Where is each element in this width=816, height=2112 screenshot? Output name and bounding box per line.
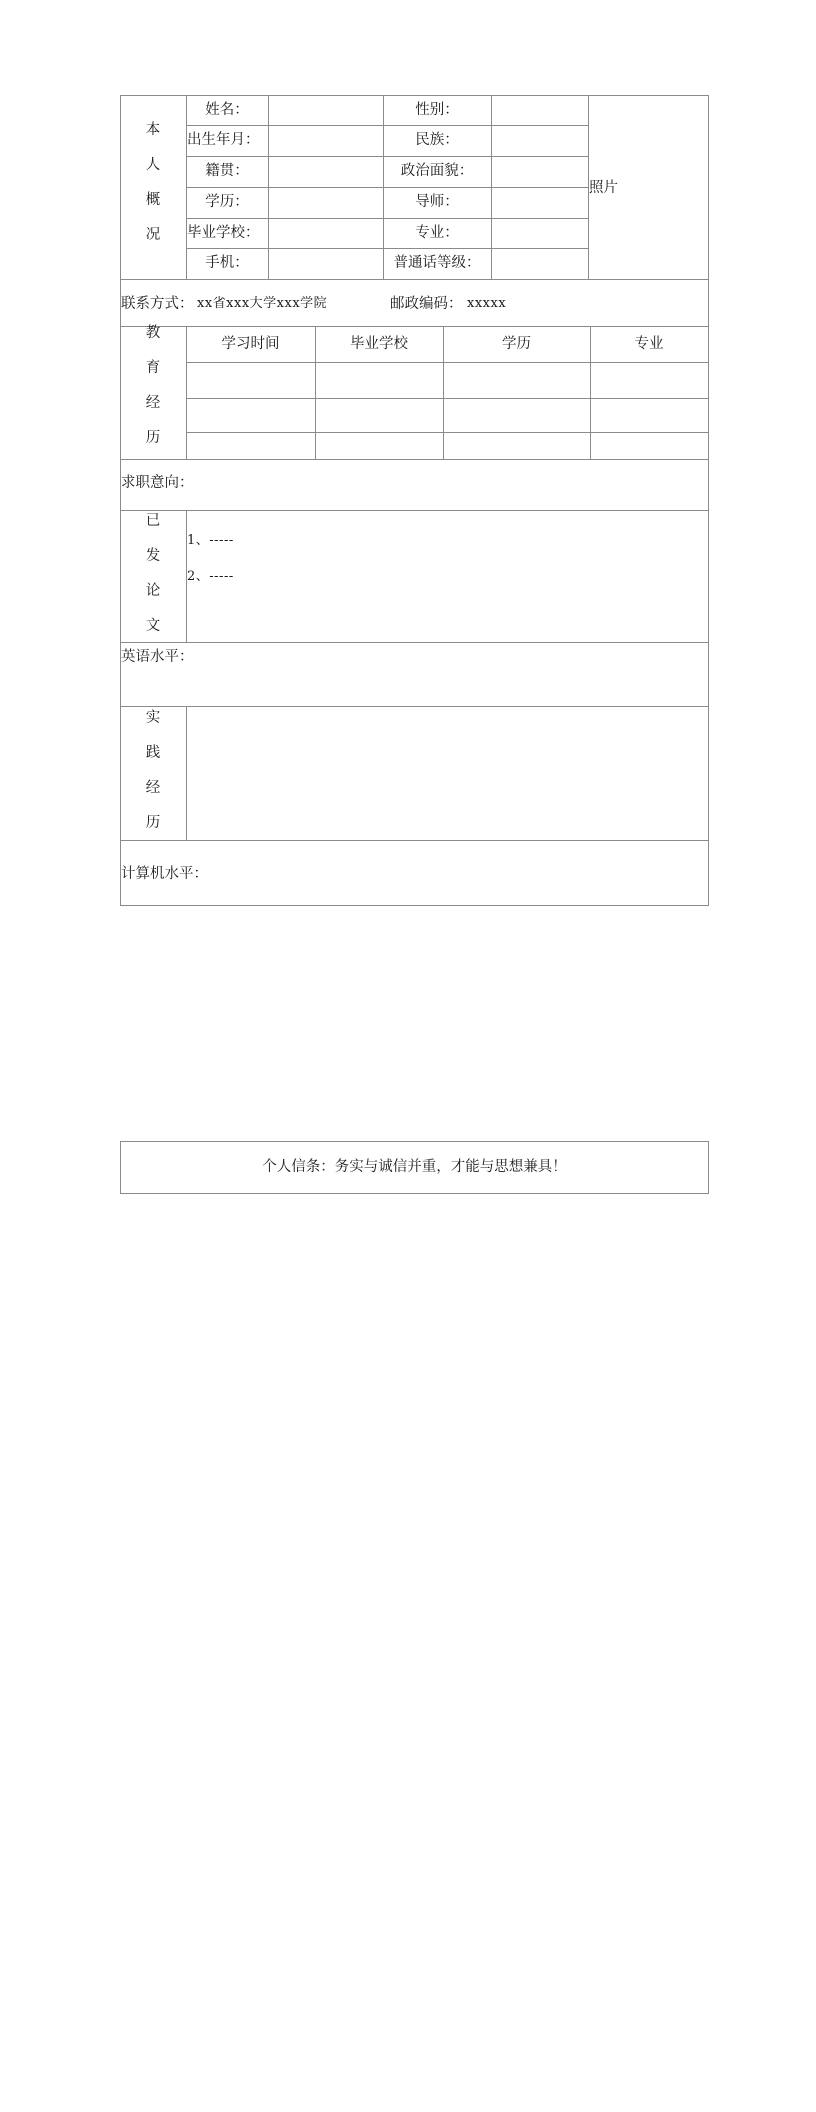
photo-label: 照片 bbox=[589, 180, 618, 196]
education-cell[interactable] bbox=[187, 399, 315, 432]
practice-content-cell[interactable] bbox=[187, 707, 708, 840]
motto-text: 个人信条：务实与诚信并重，才能与思想兼具！ bbox=[262, 1159, 567, 1175]
label-ethnicity: 民族： bbox=[415, 132, 459, 148]
section-char: 教 bbox=[145, 325, 161, 341]
phone-value-cell[interactable] bbox=[269, 249, 383, 279]
label-education: 学历： bbox=[205, 194, 249, 210]
contact-label: 联系方式： bbox=[121, 296, 194, 312]
english-level-label: 英语水平： bbox=[121, 649, 194, 665]
section-char: 人 bbox=[145, 157, 161, 173]
table-border bbox=[120, 905, 709, 906]
education-cell[interactable] bbox=[591, 399, 708, 432]
postal-label: 邮政编码： bbox=[390, 296, 463, 312]
section-char: 文 bbox=[145, 618, 161, 634]
section-label-personal bbox=[120, 95, 186, 279]
political-value-cell[interactable] bbox=[492, 157, 588, 187]
gender-value-cell[interactable] bbox=[492, 96, 588, 125]
label-school: 毕业学校： bbox=[187, 225, 260, 241]
contact-value: xx省xxx大学xxx学院 bbox=[197, 296, 328, 311]
section-char: 践 bbox=[145, 745, 161, 761]
label-political: 政治面貌： bbox=[400, 163, 474, 179]
education-cell[interactable] bbox=[591, 363, 708, 398]
education-header-school: 毕业学校 bbox=[350, 336, 408, 352]
ethnicity-value-cell[interactable] bbox=[492, 126, 588, 156]
education-header-period: 学习时间 bbox=[221, 336, 280, 352]
education-cell[interactable] bbox=[187, 433, 315, 459]
section-char: 已 bbox=[145, 513, 161, 529]
label-hometown: 籍贯： bbox=[205, 163, 249, 179]
label-major: 专业： bbox=[415, 225, 459, 241]
postal-value: xxxxx bbox=[467, 296, 507, 311]
name-value-cell[interactable] bbox=[269, 96, 383, 125]
section-char: 历 bbox=[145, 815, 161, 831]
major-value-cell[interactable] bbox=[492, 219, 588, 248]
education-cell[interactable] bbox=[444, 363, 590, 398]
computer-level-label: 计算机水平： bbox=[121, 866, 208, 882]
table-border bbox=[120, 326, 709, 327]
label-phone: 手机： bbox=[205, 255, 249, 271]
label-mandarin: 普通话等级： bbox=[393, 255, 481, 271]
section-char: 实 bbox=[145, 710, 161, 726]
section-char: 概 bbox=[145, 192, 161, 208]
education-cell[interactable] bbox=[591, 433, 708, 459]
education-cell[interactable] bbox=[316, 433, 443, 459]
education-cell[interactable] bbox=[316, 399, 443, 432]
motto-box bbox=[120, 1141, 709, 1194]
hometown-value-cell[interactable] bbox=[269, 157, 383, 187]
table-border bbox=[120, 510, 709, 511]
section-char: 发 bbox=[145, 548, 161, 564]
education-value-cell[interactable] bbox=[269, 188, 383, 218]
birth-value-cell[interactable] bbox=[269, 126, 383, 156]
section-label-education bbox=[120, 326, 186, 460]
table-border bbox=[120, 459, 709, 460]
label-birth: 出生年月： bbox=[187, 132, 260, 148]
label-name: 姓名： bbox=[205, 102, 249, 118]
table-border bbox=[120, 642, 709, 643]
section-char: 论 bbox=[145, 583, 161, 599]
section-char: 历 bbox=[145, 430, 161, 446]
label-supervisor: 导师： bbox=[415, 194, 459, 210]
section-char: 育 bbox=[145, 360, 161, 376]
section-char: 本 bbox=[145, 122, 161, 138]
education-cell[interactable] bbox=[444, 399, 590, 432]
section-label-papers bbox=[120, 510, 186, 643]
education-header-degree: 学历 bbox=[502, 336, 531, 352]
paper-item: 1、----- bbox=[187, 533, 234, 548]
education-cell[interactable] bbox=[187, 363, 315, 398]
education-cell[interactable] bbox=[316, 363, 443, 398]
job-intention-label: 求职意向： bbox=[121, 475, 194, 491]
education-cell[interactable] bbox=[444, 433, 590, 459]
table-border bbox=[120, 279, 709, 280]
supervisor-value-cell[interactable] bbox=[492, 188, 588, 218]
section-char: 经 bbox=[145, 780, 161, 796]
section-label-practice bbox=[120, 706, 186, 841]
mandarin-value-cell[interactable] bbox=[492, 249, 588, 279]
paper-item: 2、----- bbox=[187, 569, 234, 584]
section-char: 经 bbox=[145, 395, 161, 411]
section-char: 况 bbox=[145, 227, 161, 243]
school-value-cell[interactable] bbox=[269, 219, 383, 248]
education-header-major: 专业 bbox=[634, 336, 664, 352]
table-border bbox=[708, 95, 709, 906]
label-gender: 性别： bbox=[415, 102, 459, 118]
table-border bbox=[120, 840, 709, 841]
